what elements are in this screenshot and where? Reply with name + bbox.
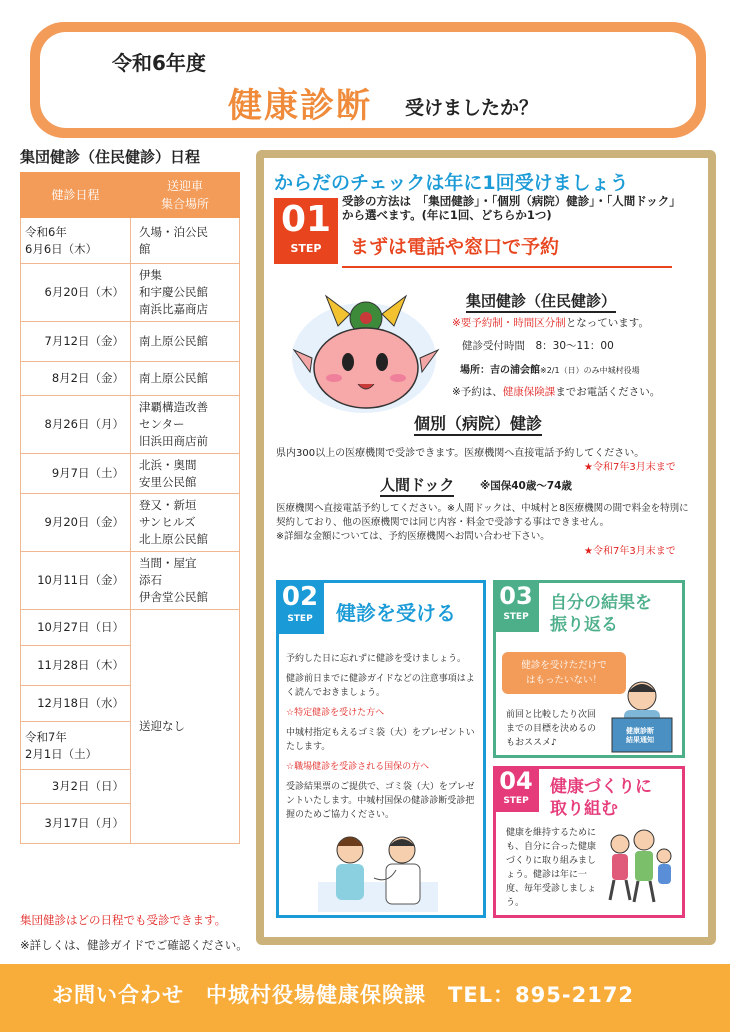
check-title: からだのチェックは年に1回受けましょう	[274, 172, 629, 194]
dock-deadline: ★令和7年3月末まで	[584, 546, 676, 557]
schedule-date: 7月12日（金）	[21, 322, 131, 362]
result-book-label: 健康診断 結果通知	[626, 727, 654, 744]
shudan-contact-post: までお電話ください。	[555, 386, 661, 398]
step2-h2: ☆職場健診を受診される国保の方へ	[286, 762, 430, 772]
header-subtitle: 受けましたか？	[405, 97, 539, 119]
shudan-place-main: 場所：吉の浦会館	[460, 365, 540, 376]
shudan-reservation	[452, 315, 649, 330]
step2-body	[286, 652, 480, 828]
step3-badge	[493, 580, 539, 632]
schedule-place: 津覇構造改善 センター 旧浜田商店前	[131, 396, 240, 454]
schedule-date: 8月2日（金）	[21, 362, 131, 396]
schedule-note-red: 集団健診はどの日程でも受診できます。	[20, 913, 227, 927]
step3-number: 03	[499, 582, 533, 610]
shudan-contact-dept: 健康保険課	[502, 386, 556, 398]
step3-title: 自分の結果を 振り返る	[550, 593, 652, 635]
mascot-illustration	[282, 288, 452, 418]
schedule-row	[21, 264, 240, 322]
dock-text-1: 医療機関へ直接電話予約してください。※人間ドックは、中城村と8医療機関の間で料金を特別に契約しており、他の医療機関では同じ内容・料金で受診する事はできません。	[276, 503, 689, 528]
schedule-place: 伊集 和宇慶公民館 南浜比嘉商店	[131, 264, 240, 322]
step2-p4: 受診結果票のご提供で、ゴミ袋（大）をプレゼントいたします。中城村国保の健診診断受診把握のためご協力ください。	[286, 782, 475, 820]
walking-family-illustration	[600, 826, 680, 906]
step1-label: STEP	[290, 242, 322, 255]
step4-body: 健康を維持するためにも、自分に合った健康づくりに取り組みましょう。健診は年に一度、毎年受診しましょう。	[506, 828, 597, 908]
step2-title: 健診を受ける	[336, 601, 456, 625]
doctor-illustration	[318, 826, 438, 912]
step3-body: 前回と比較したり次回までの目標を決めるのもおススメ♪	[506, 710, 597, 748]
schedule-row	[21, 362, 240, 396]
step3-label: STEP	[503, 612, 529, 622]
dock-note: ※国保40歳～74歳	[480, 480, 572, 492]
shudan-place	[460, 361, 640, 376]
schedule-place: 久場・泊公民 館	[131, 218, 240, 264]
schedule-title: 集団健診（住民健診）日程	[20, 148, 201, 166]
shudan-heading: 集団健診（住民健診）	[466, 290, 616, 313]
step4-label: STEP	[503, 796, 529, 806]
step2-label: STEP	[287, 614, 313, 624]
step4-badge	[493, 766, 539, 812]
step1-underline	[342, 266, 672, 268]
step2-p3: 中城村指定もえるゴミ袋（大）をプレゼントいたします。	[286, 728, 475, 752]
schedule-date: 12月18日（水）	[21, 686, 131, 722]
step2-badge	[276, 580, 324, 634]
schedule-date: 10月27日（日）	[21, 610, 131, 646]
schedule-no-transport: 送迎なし	[131, 610, 240, 844]
schedule-row	[21, 610, 240, 646]
schedule-place: 北浜・奥間 安里公民館	[131, 454, 240, 494]
footer-contact: お問い合わせ 中城村役場健康保険課 TEL：895-2172	[52, 983, 635, 1007]
kobetsu-deadline: ★令和7年3月末まで	[584, 462, 676, 473]
header-title: 健康診断	[228, 86, 372, 126]
step1-badge	[274, 198, 338, 264]
schedule-note: ※詳しくは、健診ガイドでご確認ください。	[20, 938, 248, 952]
step1-method: 受診の方法は 「集団健診」・「個別（病院）健診」・「人間ドック」から選べます。(年に1回、どちらか1つ)	[342, 194, 681, 222]
step2-h1: ☆特定健診を受けた方へ	[286, 708, 385, 718]
dock-heading: 人間ドック	[380, 474, 454, 497]
schedule-date: 3月17日（月）	[21, 804, 131, 844]
schedule-header-place: 送迎車 集合場所	[131, 173, 240, 218]
shudan-contact	[452, 384, 660, 399]
shudan-hours: 健診受付時間 8：30～11：00	[462, 340, 614, 352]
step4-number: 04	[499, 767, 533, 795]
schedule-row	[21, 322, 240, 362]
schedule-date: 9月7日（土）	[21, 454, 131, 494]
schedule-row	[21, 454, 240, 494]
schedule-date: 9月20日（金）	[21, 494, 131, 552]
schedule-row	[21, 396, 240, 454]
dock-text-2: ※詳細な金額については、予約医療機関へお問い合わせ下さい。	[276, 531, 550, 542]
step1-title: まずは電話や窓口で予約	[350, 236, 560, 258]
schedule-table	[20, 172, 240, 844]
schedule-row	[21, 218, 240, 264]
step2-p1: 予約した日に忘れずに健診を受けましょう。	[286, 654, 467, 664]
schedule-row	[21, 494, 240, 552]
schedule-date: 8月26日（月）	[21, 396, 131, 454]
schedule-date: 6月20日（木）	[21, 264, 131, 322]
schedule-date: 11月28日（木）	[21, 646, 131, 686]
schedule-date: 3月2日（日）	[21, 770, 131, 804]
shudan-reservation-rest: となっています。	[565, 317, 649, 329]
schedule-date: 10月11日（金）	[21, 552, 131, 610]
schedule-place: 登又・新垣 サンヒルズ 北上原公民館	[131, 494, 240, 552]
kobetsu-text: 県内300以上の医療機関で受診できます。医療機関へ直接電話予約してください。	[276, 448, 645, 459]
schedule-date: 令和6年 6月6日（木）	[21, 218, 131, 264]
schedule-date: 令和7年 2月1日（土）	[21, 722, 131, 770]
schedule-header-date: 健診日程	[21, 173, 131, 218]
step2-p2: 健診前日までに健診ガイドなどの注意事項はよく読んでおきましょう。	[286, 674, 475, 698]
schedule-row	[21, 552, 240, 610]
schedule-place: 南上原公民館	[131, 362, 240, 396]
step3-speech-bubble: 健診を受けただけで はもったいない！	[502, 652, 626, 694]
shudan-contact-pre: ※予約は、	[452, 386, 503, 398]
shudan-reservation-red: ※要予約制・時間区分制	[452, 317, 566, 329]
step4-title: 健康づくりに 取り組む	[550, 777, 652, 819]
step2-number: 02	[281, 582, 319, 612]
header-year: 令和6年度	[112, 51, 206, 75]
step1-number: 01	[280, 199, 332, 240]
shudan-place-note: ※2/1（日）のみ中城村役場	[540, 366, 640, 375]
kobetsu-heading: 個別（病院）健診	[414, 411, 542, 436]
dock-text	[276, 502, 696, 544]
schedule-place: 南上原公民館	[131, 322, 240, 362]
schedule-place: 当間・屋宜 添石 伊舎堂公民館	[131, 552, 240, 610]
